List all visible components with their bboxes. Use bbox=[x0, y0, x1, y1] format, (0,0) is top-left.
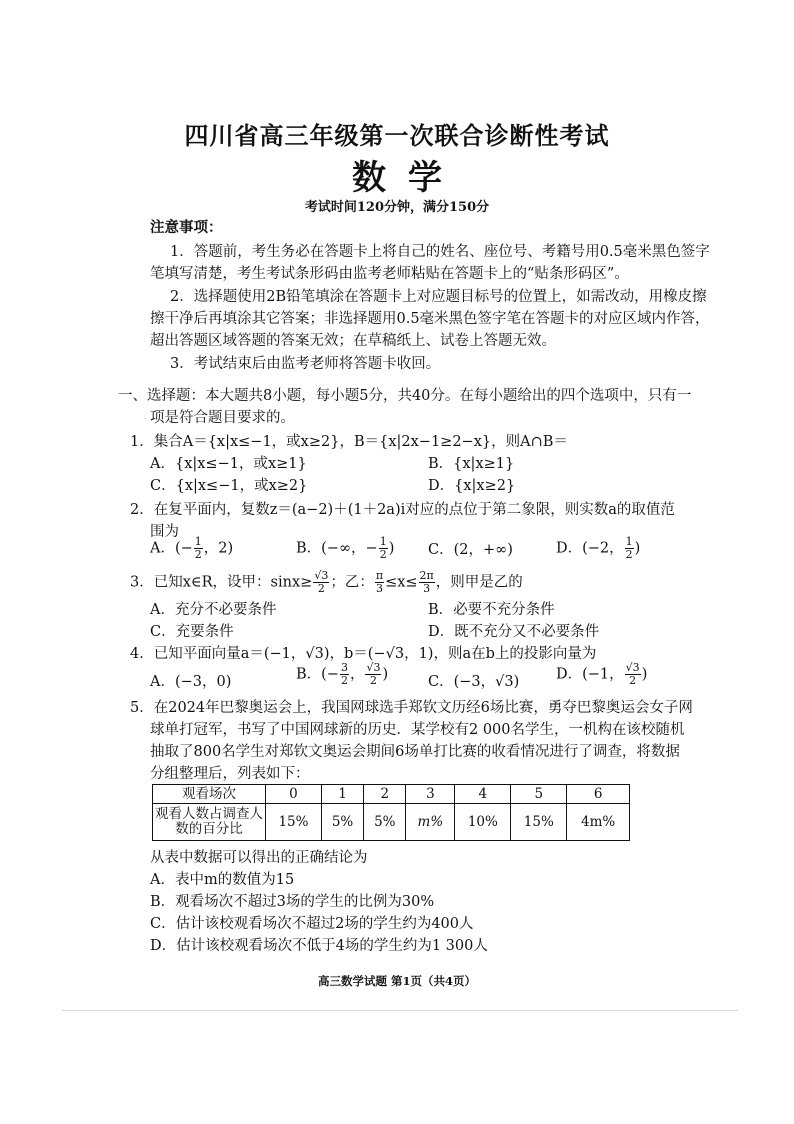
q2-option-b: B．(−∞，− $\frac{1}{2}$ ) bbox=[296, 535, 395, 561]
notice-line: 3．考试结束后由监考老师将答题卡收回。 bbox=[170, 356, 441, 372]
fraction: $\frac{1}{2}$ bbox=[625, 535, 633, 561]
fraction: $\frac{√3}{2}$ bbox=[366, 661, 381, 687]
q5-question: 从表中数据可以得出的正确结论为 bbox=[150, 850, 368, 866]
fraction: $\frac{√3}{2}$ bbox=[625, 661, 640, 687]
fraction: $\frac{1}{2}$ bbox=[194, 535, 202, 561]
q5-option-d: D．估计该校观看场次不低于4场的学生约为1 300人 bbox=[150, 938, 488, 954]
fraction: $\frac{2\pi}{3}$ bbox=[419, 569, 434, 595]
q3-option-b: B．必要不充分条件 bbox=[428, 602, 555, 618]
q5-stem: 5．在2024年巴黎奥运会上，我国网球选手郑钦文历经6场比赛，勇夺巴黎奥运会女子网 bbox=[130, 700, 693, 716]
q3-stem: 3．已知x∈R，设甲：sinx≥ $\frac{√3}{2}$ ；乙： $\frac{\pi}{3}$ ≤x≤ $\frac{2\pi}{3}$ ，则甲是乙的 bbox=[130, 569, 523, 595]
notice-line: 超出答题区域答题的答案无效；在草稿纸上、试卷上答题无效。 bbox=[150, 333, 556, 349]
table-cell: 1 bbox=[321, 785, 363, 804]
q5-option-a: A．表中m的数值为15 bbox=[150, 872, 295, 888]
table-row-header: 观看人数占调查人数的百分比 bbox=[153, 804, 266, 841]
q4-option-c: C．(−3，√3) bbox=[428, 674, 520, 690]
q1-option-a: A．{x|x≤−1，或x≥1} bbox=[150, 456, 307, 472]
q2-option-c: C．(2，+∞) bbox=[428, 542, 513, 558]
table-row bbox=[153, 785, 630, 804]
q2-stem: 2．在复平面内，复数z＝(a−2)＋(1＋2a)i对应的点位于第二象限，则实数a的取值范 bbox=[130, 502, 675, 518]
q3-option-d: D．既不充分又不必要条件 bbox=[428, 624, 600, 640]
notice-line: 擦干净后再填涂其它答案；非选择题用0.5毫米黑色签字笔在答题卡的对应区域内作答， bbox=[150, 311, 710, 327]
page-footer: 高三数学试题 第1页（共4页） bbox=[317, 974, 476, 988]
table-cell: 0 bbox=[266, 785, 322, 804]
q5-option-b: B．观看场次不超过3场的学生的比例为30% bbox=[150, 894, 435, 910]
table-cell: 4m% bbox=[567, 804, 630, 841]
notice-line: 2．选择题使用2B铅笔填涂在答题卡上对应题目标号的位置上，如需改动，用橡皮擦 bbox=[170, 289, 707, 305]
fraction: $\frac{√3}{2}$ bbox=[314, 569, 329, 595]
table-row bbox=[153, 804, 630, 841]
section-heading-cont: 项是符合题目要求的。 bbox=[150, 410, 295, 426]
q4-option-b: B．(− $\frac{3}{2}$ ， $\frac{√3}{2}$ ) bbox=[296, 661, 389, 687]
fraction: $\frac{3}{2}$ bbox=[340, 661, 348, 687]
table-cell: 4 bbox=[455, 785, 511, 804]
table-cell: 5 bbox=[511, 785, 567, 804]
fraction: $\frac{\pi}{3}$ bbox=[375, 569, 384, 595]
q1-option-d: D．{x|x≥2} bbox=[428, 478, 516, 494]
table-cell: 15% bbox=[266, 804, 322, 841]
table-cell: 6 bbox=[567, 785, 630, 804]
q2-option-a: A．(− $\frac{1}{2}$ ，2) bbox=[150, 535, 234, 561]
exam-title: 四川省高三年级第一次联合诊断性考试 bbox=[184, 121, 610, 150]
q5-stem-cont: 抽取了800名学生对郑钦文奥运会期间6场单打比赛的收看情况进行了调查，将数据 bbox=[150, 744, 680, 760]
q1-option-b: B．{x|x≥1} bbox=[428, 456, 515, 472]
q2-option-d: D．(−2， $\frac{1}{2}$ ) bbox=[556, 535, 641, 561]
q4-option-a: A．(−3，0) bbox=[150, 674, 232, 690]
notice-heading: 注意事项： bbox=[150, 219, 223, 236]
table-cell: 2 bbox=[364, 785, 406, 804]
q5-stem-cont: 分组整理后，列表如下： bbox=[150, 766, 310, 782]
q2-stem-cont: 围为 bbox=[150, 524, 179, 540]
q4-option-d: D．(−1， $\frac{√3}{2}$ ) bbox=[556, 661, 648, 687]
table-cell: 10% bbox=[455, 804, 511, 841]
section-heading: 一、选择题：本大题共8小题，每小题5分，共40分。在每小题给出的四个选项中，只有一 bbox=[118, 388, 692, 404]
q1-stem: 1．集合A＝{x|x≤−1，或x≥2}，B＝{x|2x−1≥2−x}，则A∩B＝ bbox=[130, 434, 568, 450]
exam-info: 考试时间120分钟，满分150分 bbox=[304, 200, 490, 215]
q5-option-c: C．估计该校观看场次不超过2场的学生约为400人 bbox=[150, 916, 474, 932]
page-divider bbox=[62, 1010, 738, 1011]
table-row-header: 观看场次 bbox=[153, 785, 266, 804]
q4-stem: 4．已知平面向量a＝(−1，√3)，b＝(−√3，1)，则a在b上的投影向量为 bbox=[130, 646, 597, 662]
q5-stem-cont: 球单打冠军，书写了中国网球新的历史．某学校有2 000名学生，一机构在该校随机 bbox=[150, 722, 685, 738]
notice-line: 笔填写清楚，考生考试条形码由监考老师粘贴在答题卡上的“贴条形码区”。 bbox=[150, 266, 629, 282]
subject-title: 数学 bbox=[352, 158, 464, 198]
q3-option-a: A．充分不必要条件 bbox=[150, 602, 277, 618]
q1-option-c: C．{x|x≤−1，或x≥2} bbox=[150, 478, 308, 494]
table-cell: 15% bbox=[511, 804, 567, 841]
fraction: $\frac{1}{2}$ bbox=[379, 535, 387, 561]
notice-line: 1．答题前，考生务必在答题卡上将自己的姓名、座位号、考籍号用0.5毫米黑色签字 bbox=[170, 244, 710, 260]
table-cell: 5% bbox=[364, 804, 406, 841]
table-cell: 3 bbox=[406, 785, 455, 804]
table-cell: 5% bbox=[321, 804, 363, 841]
viewing-stats-table bbox=[152, 784, 630, 841]
table-cell: m% bbox=[406, 804, 455, 841]
q3-option-c: C．充要条件 bbox=[150, 624, 234, 640]
